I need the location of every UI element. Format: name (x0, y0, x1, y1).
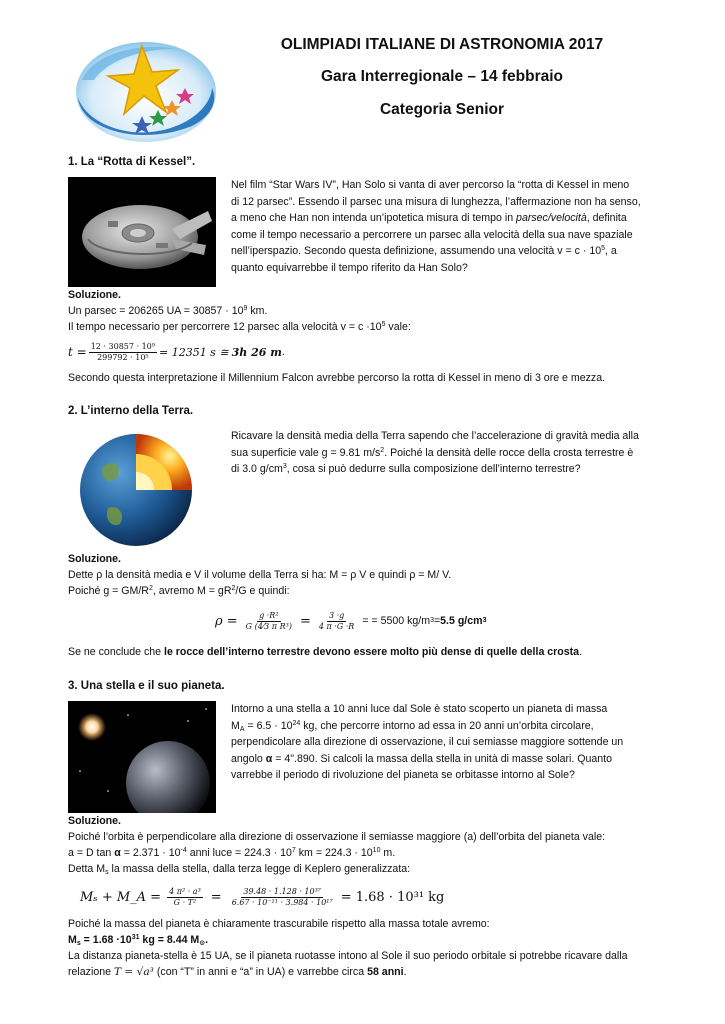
section-3-solution-line-2: a = D $\tan \alpha = 2.371 \cdot 10^{-4}$ anni luce = $224.3 \cdot 10^7$ km = $224.3 \cdot 10^{10}$ m. (68, 847, 396, 859)
section-2-solution-line-1: Dette ρ la densità media e V il volume della Terra si ha: M = ρ V e quindi ρ = M/ V. (68, 569, 452, 581)
earth-cutaway-image (72, 428, 220, 548)
section-1-solution-label: Soluzione. (68, 289, 121, 301)
page-category: Categoria Senior (379, 101, 505, 118)
section-3-problem: Intorno a una stella a 10 anni luce dal Sole è stato scoperto un pianeta di massa $M_A = 6.5 \cdot 10^{24}$ kg, che percorre intorno ad essa in 20 anni un’orbita circolare, perpendicolare alla direzione di osservazione, il cui semiasse maggiore sottende un angolo α = 4".890. Si calcoli la massa della stella in unità di masse solari. Quanto varrebbe il periodo di rivoluzione del pianeta se orbitasse intorno al Sole? (231, 703, 624, 782)
section-1-conclusion: Secondo questa interpretazione il Millennium Falcon avrebbe percorso la rotta di Kessel in meno di 3 ore e mezza. (68, 372, 606, 384)
section-1-equation: t = $\frac{\text{12 · 30857 · 10⁹}}{\text{299792 · 10⁵}}$ = 12351 s ≅ 3h 26 m . (68, 341, 285, 362)
star-planet-icon (68, 701, 216, 813)
star-planet-image (68, 701, 216, 813)
section-3-solution-line-6: La distanza pianeta-stella è 15 UA, se il pianeta ruotasse intono al Sole il suo periodo orbitale si potrebbe ricavare dalla (68, 950, 628, 962)
section-3-solution-label: Soluzione. (68, 815, 121, 827)
section-3-solution-line-1: Poiché l’orbita è perpendicolare alla direzione di osservazione il semiasse maggiore (a) dell’orbita del pianeta vale: (68, 831, 606, 843)
section-1-solution-line-1: Un parsec = 206265 UA = $30857 \cdot 10^9$ km. (68, 305, 268, 317)
section-2-equation: ρ = $\frac{\text{g ·R²}}{\text{G (4⁄3 π R³)}}$ = $\frac{3 \cdot g}{4 \pi \cdot G \cdot R}$ = = 5500 kg/m 3 = 5.5 g/cm 3 (215, 610, 487, 631)
section-2-problem: Ricavare la densità media della Terra sapendo che l’accelerazione di gravità media alla sua superficie vale g = 9.81 $m/s^2$. Poiché la densità delle rocce della crosta terrestre è di 3.0 $g/cm^3$, cosa si può dedurre sulla composizione dell’interno terrestre? (231, 430, 639, 476)
page-title: OLIMPIADI ITALIANE DI ASTRONOMIA 2017 (280, 36, 604, 53)
millennium-falcon-image (68, 177, 216, 287)
page-subtitle: Gara Interregionale – 14 febbraio (320, 68, 564, 85)
section-2-heading: 2. L’interno della Terra. (68, 405, 194, 417)
section-3-heading: 3. Una stella e il suo pianeta. (68, 680, 225, 692)
olympiad-star-logo-icon (72, 36, 220, 148)
earth-cutaway-icon (72, 428, 220, 548)
section-2-solution-line-2: Poiché $g = GM/R^2$, avremo $M = gR^2/G$ e quindi: (68, 585, 290, 597)
logo (72, 36, 220, 148)
section-1-problem: Nel film “Star Wars IV”, Han Solo si vanta di aver percorso la “rotta di Kessel in meno di 12 parsec”. Essendo il parsec una misura di lunghezza, l’affermazione non ha senso, a meno che Han non intenda un’ipotetica misura di tempo in parsec/velocità, definita come il tempo necessario a percorrere un parsec alla velocità della sua nave spaziale nell’iperspazio. Secondo questa definizione, assumendo una velocità $v = c \cdot 10^5$, a quanto equivarrebbe il tempo riferito da Han Solo? (231, 179, 641, 274)
section-2-solution-label: Soluzione. (68, 553, 121, 565)
section-3-solution-line-4: Poiché la massa del pianeta è chiaramente trascurabile rispetto alla massa totale avremo: (68, 918, 490, 930)
section-2-conclusion: Se ne conclude che le rocce dell’interno terrestre devono essere molto più dense di quelle della crosta. (68, 646, 583, 658)
section-3-solution-line-5: $M_s = 1.68 \cdot 10^{31}$ kg = 8.44 $M_⊙$. (68, 934, 209, 947)
millennium-falcon-icon (68, 177, 216, 287)
section-3-equation: Mₛ + M_A = $\frac{\text{4 π² · a³}}{\text{G · T²}}$ = $\frac{\text{39.48 · 1.128 · 10³⁷}}{\text{6.67 · 10⁻¹¹ · 3.984 · 10¹⁷}}$ = 1.68 · 10³¹ kg (80, 886, 445, 907)
section-1-heading: 1. La “Rotta di Kessel”. (68, 156, 196, 168)
section-3-solution-line-3: Detta $M_s$ la massa della stella, dalla terza legge di Keplero generalizzata: (68, 863, 411, 876)
section-1-solution-line-2: Il tempo necessario per percorrere 12 parsec alla velocità $v = c \cdot 10^5$ vale: (68, 321, 411, 333)
section-3-solution-line-7: relazione T = √a³ (con “T” in anni e “a” in UA) e varrebbe circa 58 anni. (68, 966, 407, 978)
